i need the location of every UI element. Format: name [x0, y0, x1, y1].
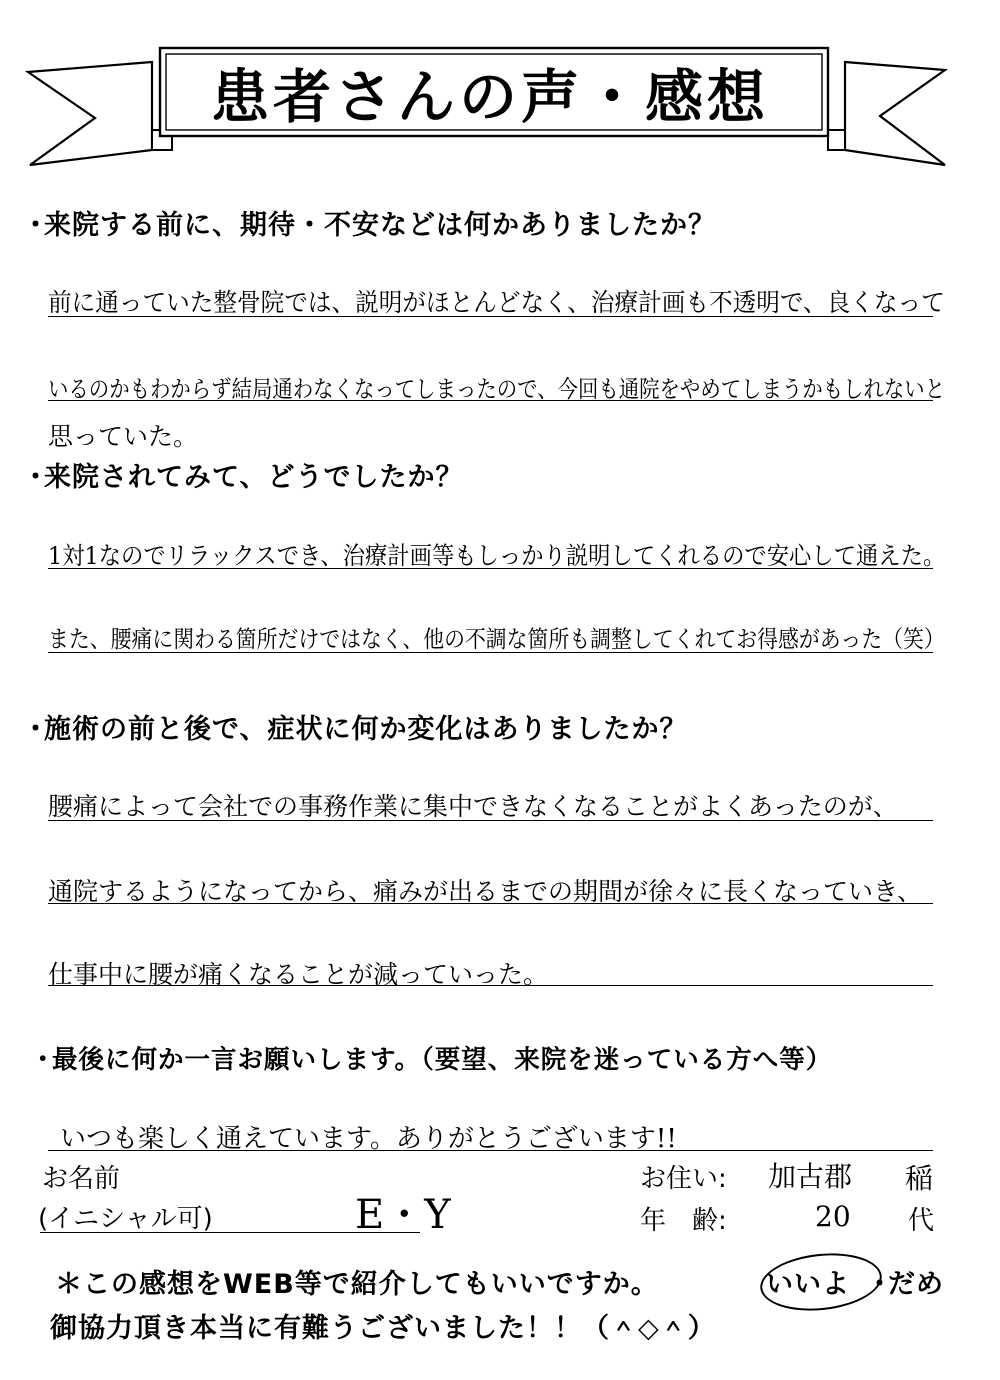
answer-rule	[48, 568, 933, 569]
answer-2-line-2: また、腰痛に関わる箇所だけではなく、他の不調な箇所も調整してくれてお得感があった（笑）	[48, 625, 945, 653]
age-value: 20	[815, 1200, 851, 1233]
question-4	[30, 1040, 832, 1076]
answer-4-line-1: いつも楽しく通えています。ありがとうございます!!	[60, 1124, 677, 1154]
name-value: E・Y	[355, 1192, 451, 1238]
answer-rule	[48, 652, 933, 653]
consent-option-yes[interactable]: いいよ	[766, 1269, 850, 1300]
name-label: お名前	[42, 1164, 121, 1194]
answer-1-line-1: 前に通っていた整骨院では、説明がほとんどなく、治療計画も不透明で、良くなって	[48, 288, 945, 317]
page-title: 患者さんの声・感想	[210, 63, 769, 131]
answer-1-line-3: 思っていた。	[48, 422, 199, 451]
answer-rule	[48, 820, 933, 821]
question-bullet: ・	[22, 462, 50, 493]
question-text: 来院する前に、期待・不安などは何かありましたか？	[44, 210, 716, 241]
answer-rule	[48, 985, 933, 986]
consent-option-no[interactable]: だめ	[888, 1269, 944, 1300]
initial-label: (イニシャル可)	[38, 1204, 213, 1234]
consent-question: ＊この感想をWEB等で紹介してもいいですか。	[55, 1269, 659, 1300]
answer-3-line-3: 仕事中に腰が痛くなることが減っていった。	[48, 960, 549, 989]
question-3	[22, 707, 687, 746]
question-text: 施術の前と後で、症状に何か変化はありましたか？	[44, 714, 688, 745]
question-1	[22, 203, 716, 242]
address-label: お住い:	[640, 1164, 727, 1194]
selected-option-circle	[757, 1248, 884, 1316]
answer-2-line-1: 1対1なのでリラックスでき、治療計画等もしっかり説明してくれるので安心して通えた。	[48, 541, 946, 570]
question-bullet: ・	[30, 1045, 57, 1075]
address-extra: 稲	[905, 1162, 934, 1195]
question-bullet: ・	[22, 714, 50, 745]
consent-separator: ・	[866, 1269, 894, 1300]
address-value: 加古郡	[768, 1160, 853, 1193]
question-text: 来院されてみて、どうでしたか？	[44, 462, 464, 493]
age-unit: 代	[908, 1206, 935, 1236]
answer-rule	[48, 903, 933, 904]
answer-rule	[48, 1150, 933, 1151]
question-text: 最後に何か一言お願いします。（要望、来院を迷っている方へ等）	[52, 1045, 833, 1075]
answer-3-line-2: 通院するようになってから、痛みが出るまでの期間が徐々に長くなっていき、	[48, 877, 923, 906]
question-bullet: ・	[22, 210, 50, 241]
answer-rule	[48, 316, 933, 317]
answer-rule	[48, 400, 933, 401]
answer-3-line-1: 腰痛によって会社での事務作業に集中できなくなることがよくあったのが、	[48, 792, 898, 821]
age-label: 年 齢:	[640, 1206, 727, 1236]
thanks-message: 御協力頂き本当に有難うございました！！（＾◇＾）	[50, 1313, 716, 1344]
answer-1-line-2: いるのかもわからず結局通わなくなってしまったので、今回も通院をやめてしまうかもしれないと	[48, 375, 946, 403]
question-2	[22, 455, 463, 494]
